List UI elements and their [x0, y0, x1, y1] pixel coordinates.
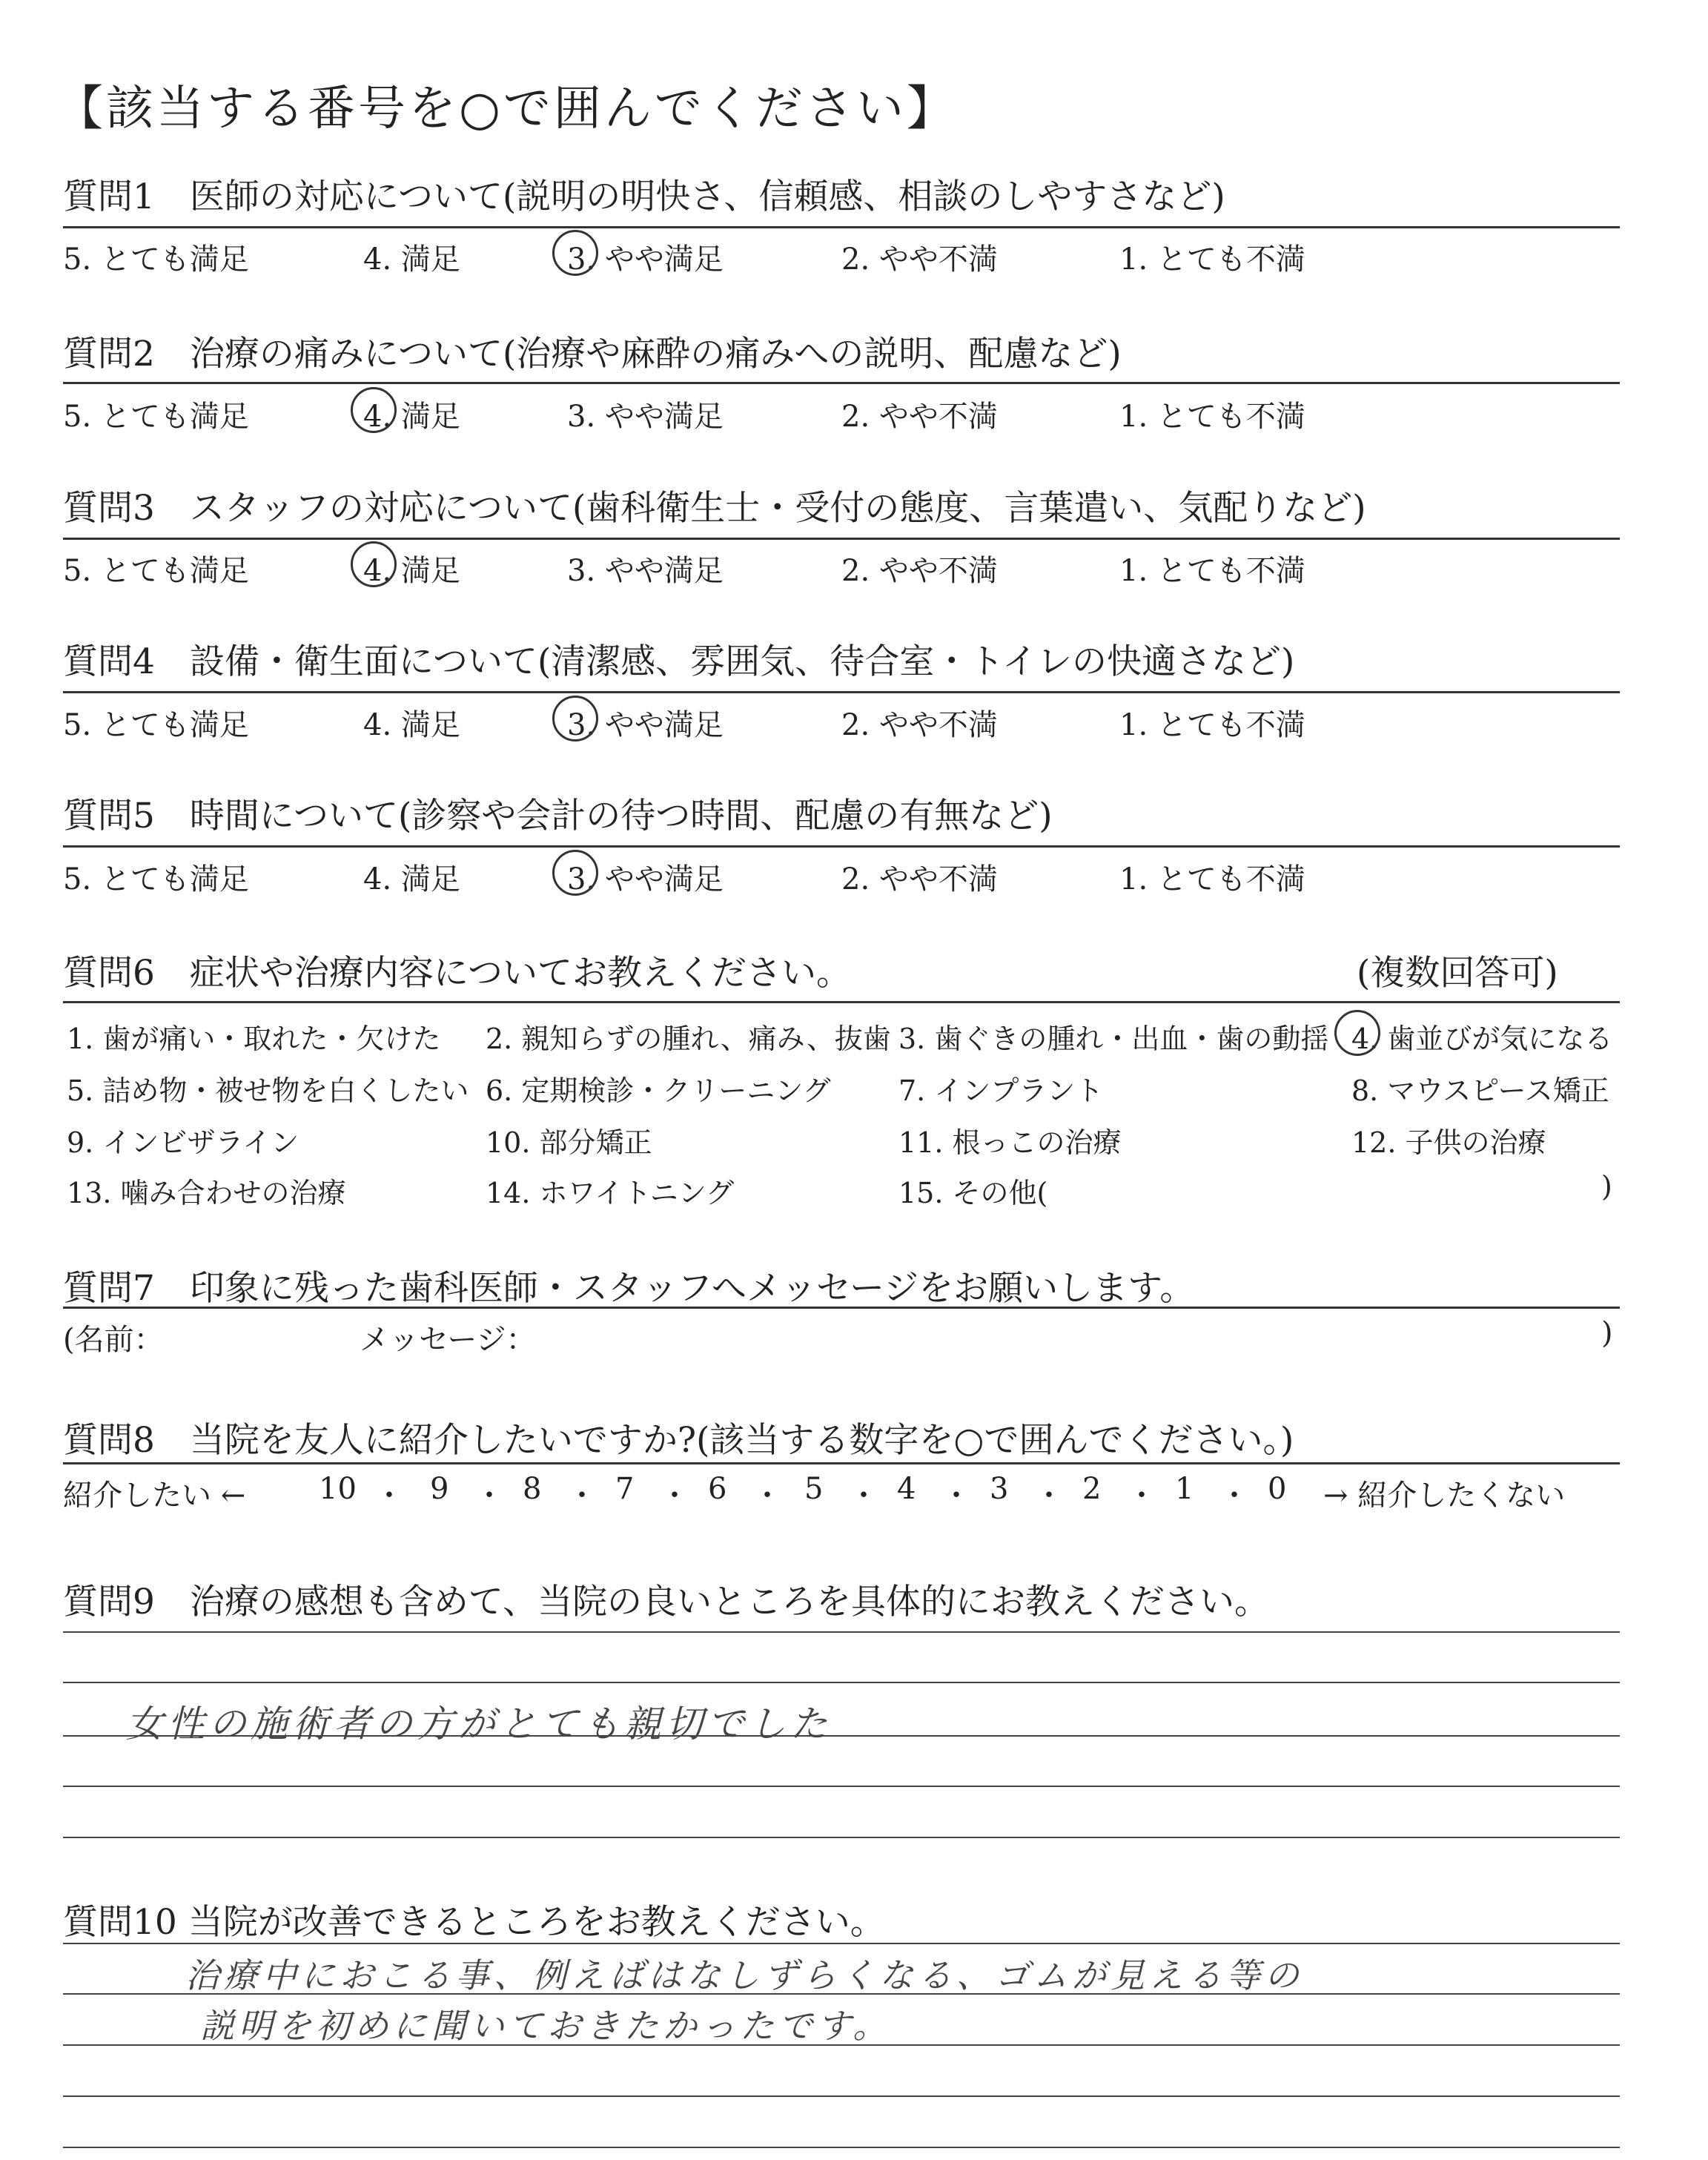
question-8-rule [63, 1462, 1620, 1464]
question-1-options [63, 236, 1620, 280]
question-6-title: 質問6 症状や治療内容についてお教えください。 [63, 953, 851, 994]
option-1[interactable]: 1. とても不満 [1119, 400, 1305, 434]
symptom-item-9[interactable]: 9. インビザライン [67, 1126, 299, 1159]
scale-dot: ・ [1219, 1479, 1249, 1513]
symptom-item-8[interactable]: 8. マウスピース矯正 [1351, 1074, 1609, 1107]
option-2[interactable]: 2. やや不満 [841, 862, 998, 896]
writing-line [63, 1993, 1620, 1995]
question-5-title: 質問5 時間について(診察や会計の待つ時間、配慮の有無など) [63, 796, 1053, 836]
question-10-title: 質問10 当院が改善できるところをお教えください。 [63, 1902, 885, 1943]
symptom-item-3[interactable]: 3. 歯ぐきの腫れ・出血・歯の動揺 [898, 1023, 1329, 1055]
option-1[interactable]: 1. とても不満 [1119, 554, 1305, 588]
symptom-item-11[interactable]: 11. 根っこの治療 [898, 1126, 1122, 1159]
scale-dot: ・ [1127, 1479, 1156, 1513]
option-4[interactable]: 4. 満足 [363, 554, 460, 588]
question-1-title: 質問1 医師の対応について(説明の明快さ、信頼感、相談のしやすさなど) [63, 176, 1225, 217]
option-3[interactable]: 3. やや満足 [567, 862, 724, 896]
writing-line [63, 1943, 1620, 1944]
option-4[interactable]: 4. 満足 [363, 708, 460, 742]
scale-4[interactable]: 4 [897, 1472, 916, 1506]
question-5-options [63, 856, 1620, 900]
multiple-answer-note: (複数回答可) [1357, 953, 1558, 994]
option-5[interactable]: 5. とても満足 [63, 554, 249, 588]
page-heading: 【該当する番号を○で囲んでください】 [56, 82, 957, 136]
scale-5[interactable]: 5 [804, 1472, 824, 1506]
question-2-rule [63, 382, 1620, 384]
option-1[interactable]: 1. とても不満 [1119, 708, 1305, 742]
symptom-item-5[interactable]: 5. 詰め物・被せ物を白くしたい [67, 1074, 469, 1107]
option-1[interactable]: 1. とても不満 [1119, 242, 1305, 277]
question-9-title: 質問9 治療の感想も含めて、当院の良いところを具体的にお教えください。 [63, 1582, 1269, 1622]
scale-2[interactable]: 2 [1082, 1472, 1102, 1506]
option-4[interactable]: 4. 満足 [363, 400, 460, 434]
question-8-title: 質問8 当院を友人に紹介したいですか?(該当する数字を○で囲んでください。) [63, 1420, 1294, 1461]
symptom-item-1[interactable]: 1. 歯が痛い・取れた・欠けた [67, 1023, 441, 1055]
option-2[interactable]: 2. やや不満 [841, 554, 998, 588]
symptom-item-15[interactable]: 15. その他( [898, 1177, 1048, 1209]
question-6-rule [63, 1001, 1620, 1003]
scale-dot: ・ [374, 1479, 404, 1513]
question-3-title: 質問3 スタッフの対応について(歯科衛生士・受付の態度、言葉遣い、気配りなど) [63, 488, 1366, 529]
scale-8[interactable]: 8 [523, 1472, 542, 1506]
symptom-item-7[interactable]: 7. インプラント [898, 1074, 1104, 1107]
symptom-item-4[interactable]: 4. 歯並びが気になる [1351, 1023, 1613, 1055]
symptom-item-2[interactable]: 2. 親知らずの腫れ、痛み、抜歯 [486, 1023, 891, 1055]
scale-dot: ・ [474, 1479, 504, 1513]
scale-dot: ・ [660, 1479, 689, 1513]
message-close-paren: ) [1601, 1316, 1613, 1350]
name-label: (名前： [63, 1323, 164, 1357]
scale-dot: ・ [1034, 1479, 1064, 1513]
symptom-item-13[interactable]: 13. 噛み合わせの治療 [67, 1177, 346, 1209]
option-5[interactable]: 5. とても満足 [63, 708, 249, 742]
option-5[interactable]: 5. とても満足 [63, 400, 249, 434]
handwritten-answer-10-line-1: 治療中におこる事、例えばはなしずらくなる、ゴムが見える等の [185, 1955, 1303, 1995]
question-5-rule [63, 845, 1620, 848]
symptom-item-12[interactable]: 12. 子供の治療 [1351, 1126, 1546, 1159]
scale-9[interactable]: 9 [430, 1472, 449, 1506]
scale-dot: ・ [941, 1479, 971, 1513]
writing-line [63, 2044, 1620, 2046]
question-4-rule [63, 691, 1620, 693]
question-1-rule [63, 226, 1620, 228]
option-4[interactable]: 4. 満足 [363, 242, 460, 277]
symptom-item-14[interactable]: 14. ホワイトニング [486, 1177, 735, 1209]
writing-line [63, 2095, 1620, 2097]
question-4-options [63, 701, 1620, 746]
scale-dot: ・ [567, 1479, 597, 1513]
selection-circle [552, 230, 598, 276]
selection-circle [351, 387, 397, 433]
question-7-rule [63, 1307, 1620, 1309]
scale-1[interactable]: 1 [1175, 1472, 1194, 1506]
option-4[interactable]: 4. 満足 [363, 862, 460, 896]
option-3[interactable]: 3. やや満足 [567, 242, 724, 277]
scale-3[interactable]: 3 [990, 1472, 1009, 1506]
recommend-no-label: → 紹介したくない [1323, 1479, 1566, 1513]
writing-line [63, 1735, 1620, 1737]
writing-line [63, 1837, 1620, 1838]
option-2[interactable]: 2. やや不満 [841, 400, 998, 434]
option-1[interactable]: 1. とても不満 [1119, 862, 1305, 896]
scale-10[interactable]: 10 [319, 1472, 357, 1506]
question-3-rule [63, 538, 1620, 540]
question-7-title: 質問7 印象に残った歯科医師・スタッフへメッセージをお願いします。 [63, 1268, 1195, 1309]
option-3[interactable]: 3. やや満足 [567, 708, 724, 742]
other-close-paren: ) [1601, 1170, 1612, 1203]
scale-6[interactable]: 6 [708, 1472, 727, 1506]
writing-line [63, 1631, 1620, 1633]
symptom-item-10[interactable]: 10. 部分矯正 [486, 1126, 652, 1159]
question-2-title: 質問2 治療の痛みについて(治療や麻酔の痛みへの説明、配慮など) [63, 334, 1122, 374]
recommend-scale [63, 1472, 1627, 1516]
selection-circle [552, 696, 598, 742]
writing-line [63, 1786, 1620, 1787]
selection-circle [552, 850, 598, 896]
option-5[interactable]: 5. とても満足 [63, 242, 249, 277]
selection-circle [351, 541, 397, 587]
symptom-item-6[interactable]: 6. 定期検診・クリーニング [486, 1074, 831, 1107]
question-2-options [63, 393, 1620, 437]
scale-dot: ・ [849, 1479, 878, 1513]
question-4-title: 質問4 設備・衛生面について(清潔感、雰囲気、待合室・トイレの快適さなど) [63, 641, 1295, 682]
scale-7[interactable]: 7 [615, 1472, 635, 1506]
scale-0[interactable]: 0 [1268, 1472, 1287, 1506]
handwritten-answer-9: 女性の施術者の方がとても親切でした [126, 1702, 832, 1745]
option-3[interactable]: 3. やや満足 [567, 554, 724, 588]
handwritten-answer-10-line-2: 説明を初めに聞いておきたかったです。 [200, 2006, 892, 2046]
writing-line [63, 2147, 1620, 2148]
option-2[interactable]: 2. やや不満 [841, 242, 998, 277]
message-label: メッセージ： [360, 1323, 536, 1357]
writing-line [63, 1682, 1620, 1683]
scale-dot: ・ [752, 1479, 782, 1513]
option-3[interactable]: 3. やや満足 [567, 400, 724, 434]
option-5[interactable]: 5. とても満足 [63, 862, 249, 896]
recommend-yes-label: 紹介したい ← [63, 1479, 246, 1513]
option-2[interactable]: 2. やや不満 [841, 708, 998, 742]
question-3-options [63, 547, 1620, 592]
selection-circle [1334, 1010, 1380, 1056]
